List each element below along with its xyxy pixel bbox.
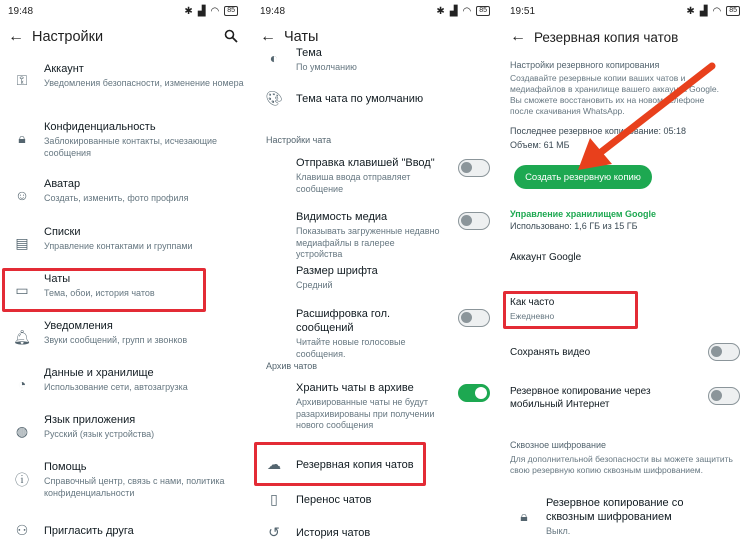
frequency-value: Ежедневно — [510, 311, 555, 321]
help-icon: ⓘ — [15, 472, 29, 488]
app-bar — [0, 22, 246, 52]
e2e-description: Для дополнительной безопасности вы можете защитить свою резервную копию сквозным шифрованием. — [510, 454, 733, 475]
item-title: Видимость медиа — [296, 211, 388, 223]
settings-item-notifications[interactable] — [0, 319, 246, 347]
backup-size-text: Объем: 61 МБ — [510, 140, 570, 150]
item-subtitle: Управление контактами и группами — [44, 241, 193, 251]
item-subtitle: Звуки сообщений, групп и звонков — [44, 335, 188, 345]
phone-transfer-icon: ▯ — [270, 491, 278, 507]
e2e-backup-item[interactable] — [502, 496, 748, 538]
item-title: Перенос чатов — [296, 494, 372, 506]
signal-icon: ▟ — [197, 5, 206, 17]
media-visibility-toggle[interactable] — [458, 212, 490, 230]
item-subtitle: Показывать загруженные недавно медиафайлы в галерее устройства — [296, 226, 440, 259]
item-title: Списки — [44, 226, 81, 238]
storage-usage-text: Использовано: 1,6 ГБ из 15 ГБ — [510, 221, 638, 231]
wifi-icon: ◠ — [462, 5, 472, 17]
theme-icon: ◐ — [269, 50, 279, 66]
signal-icon: ▟ — [449, 5, 458, 17]
battery-icon: 85 — [726, 6, 740, 16]
section-chat-settings: Настройки чата — [266, 135, 332, 145]
settings-item-lists[interactable] — [0, 225, 246, 253]
item-title: Помощь — [44, 461, 87, 473]
page-title: Чаты — [284, 29, 319, 45]
item-subtitle: Читайте новые голосовые сообщения. — [296, 337, 406, 359]
globe-icon: ◍ — [15, 423, 29, 439]
bluetooth-icon: ✱ — [686, 5, 695, 17]
item-subtitle: Уведомления безопасности, изменение номера — [44, 78, 244, 88]
storage-icon: ◔ — [17, 376, 27, 392]
key-icon: ⚿ — [16, 72, 28, 88]
bluetooth-icon: ✱ — [184, 5, 193, 17]
section-e2e: Сквозное шифрование — [510, 440, 606, 450]
settings-item-privacy[interactable] — [0, 120, 246, 159]
bluetooth-icon: ✱ — [436, 5, 445, 17]
wifi-icon: ◠ — [712, 5, 722, 17]
item-subtitle: Справочный центр, связь с нами, политика конфиденциальности — [44, 476, 225, 498]
item-title: Аккаунт — [44, 63, 84, 75]
frequency-title: Как часто — [510, 297, 555, 308]
settings-item-account[interactable] — [0, 62, 246, 90]
transfer-chats-item[interactable] — [252, 489, 498, 508]
chats-screen — [252, 0, 498, 556]
battery-icon: 85 — [476, 6, 490, 16]
create-backup-button[interactable]: Создать резервную копию — [514, 165, 652, 189]
signal-icon: ▟ — [699, 5, 708, 17]
highlight-box-frequency — [503, 291, 638, 329]
save-video-toggle[interactable] — [708, 343, 740, 361]
lock-icon: 🔒︎ — [18, 130, 26, 146]
item-subtitle: Использование сети, автозагрузка — [44, 382, 188, 392]
google-account-item[interactable]: Аккаунт Google — [510, 252, 582, 263]
status-icons — [686, 6, 740, 17]
item-subtitle: Выкл. — [546, 526, 571, 536]
chat-icon: ▭ — [15, 282, 29, 298]
section-backup-settings: Настройки резервного копирования — [510, 60, 660, 70]
back-arrow-icon[interactable]: ← — [260, 28, 276, 45]
item-title: Данные и хранилище — [44, 367, 154, 379]
search-icon[interactable] — [224, 29, 238, 46]
font-size-item[interactable] — [252, 264, 498, 292]
item-title: Резервная копия чатов — [296, 459, 414, 471]
highlight-box-chats — [2, 268, 206, 312]
chat-theme-item[interactable] — [252, 46, 498, 74]
palette-icon: 🎨︎ — [265, 90, 283, 106]
item-title: Язык приложения — [44, 414, 136, 426]
status-time: 19:48 — [8, 5, 34, 17]
page-title: Резервная копия чатов — [534, 29, 679, 45]
app-bar — [502, 22, 748, 52]
voice-transcription-toggle[interactable] — [458, 309, 490, 327]
item-subtitle: Создать, изменить, фото профиля — [44, 193, 189, 203]
item-subtitle: Русский (язык устройства) — [44, 429, 155, 439]
settings-item-language[interactable] — [0, 413, 246, 441]
status-bar — [0, 0, 246, 22]
page-title: Настройки — [32, 29, 104, 45]
item-title: Пригласить друга — [44, 525, 134, 537]
item-subtitle: Клавиша ввода отправляет сообщение — [296, 172, 411, 194]
last-backup-text: Последнее резервное копирование: 05:18 — [510, 126, 687, 136]
settings-item-avatar[interactable] — [0, 177, 246, 205]
save-video-label: Сохранять видео — [510, 347, 591, 358]
backup-description: Создавайте резервные копии ваших чатов и медиафайлов в хранилище вашего аккаунта Google. Вы сможете восстановить их на новом телефоне после скачивания WhatsApp. — [510, 73, 719, 116]
back-arrow-icon[interactable]: ← — [8, 28, 24, 45]
item-title: Отправка клавишей "Ввод" — [296, 157, 435, 169]
status-icons — [184, 6, 238, 17]
item-title: Резервное копирование со сквозным шифрованием — [546, 497, 684, 523]
item-title: Конфиденциальность — [44, 121, 156, 133]
status-bar — [252, 0, 498, 22]
lists-icon: ▤ — [15, 235, 29, 251]
keep-archived-toggle[interactable] — [458, 384, 490, 402]
item-title: Хранить чаты в архиве — [296, 382, 414, 394]
chat-history-item[interactable] — [252, 522, 498, 541]
back-arrow-icon[interactable]: ← — [510, 28, 526, 45]
highlight-box-backup — [254, 442, 426, 486]
history-icon: ↺ — [268, 524, 280, 540]
cloud-upload-icon: ☁ — [267, 456, 281, 472]
enter-send-toggle[interactable] — [458, 159, 490, 177]
item-title: Размер шрифта — [296, 265, 378, 277]
settings-screen — [0, 0, 246, 556]
settings-item-help[interactable] — [0, 460, 246, 499]
item-subtitle: Архивированные чаты не будут разархивированы при получении нового сообщения — [296, 397, 435, 430]
mobile-backup-toggle[interactable] — [708, 387, 740, 405]
mobile-backup-label: Резервное копирование через мобильный Интернет — [510, 386, 651, 410]
status-bar — [502, 0, 748, 22]
red-arrow-icon — [560, 60, 730, 180]
default-chat-theme-item[interactable] — [252, 88, 498, 107]
item-title: Аватар — [44, 178, 81, 190]
wifi-icon: ◠ — [210, 5, 220, 17]
section-google-storage[interactable]: Управление хранилищем Google — [510, 209, 657, 219]
item-title: Чаты — [44, 273, 71, 285]
status-icons — [436, 6, 490, 17]
status-time: 19:48 — [260, 5, 286, 17]
item-title: Тема чата по умолчанию — [296, 93, 424, 105]
item-title: Тема — [296, 47, 322, 59]
invite-icon: ⚇ — [15, 522, 29, 538]
item-title: История чатов — [296, 527, 371, 539]
item-subtitle: По умолчанию — [296, 62, 357, 72]
settings-item-storage[interactable] — [0, 366, 246, 394]
battery-icon: 85 — [224, 6, 238, 16]
item-subtitle: Средний — [296, 280, 333, 290]
item-subtitle: Тема, обои, история чатов — [44, 288, 155, 298]
lock-icon: 🔒︎ — [520, 508, 528, 524]
item-title: Расшифровка гол. сообщений — [296, 308, 391, 334]
chat-backup-screen — [502, 0, 748, 556]
status-time: 19:51 — [510, 5, 536, 17]
settings-item-invite[interactable] — [0, 518, 246, 539]
avatar-icon: ☺ — [14, 187, 30, 203]
item-title: Уведомления — [44, 320, 113, 332]
item-subtitle: Заблокированные контакты, исчезающие сообщения — [44, 136, 218, 158]
bell-icon: 🔔︎ — [13, 329, 31, 345]
section-chat-archive: Архив чатов — [266, 361, 318, 371]
